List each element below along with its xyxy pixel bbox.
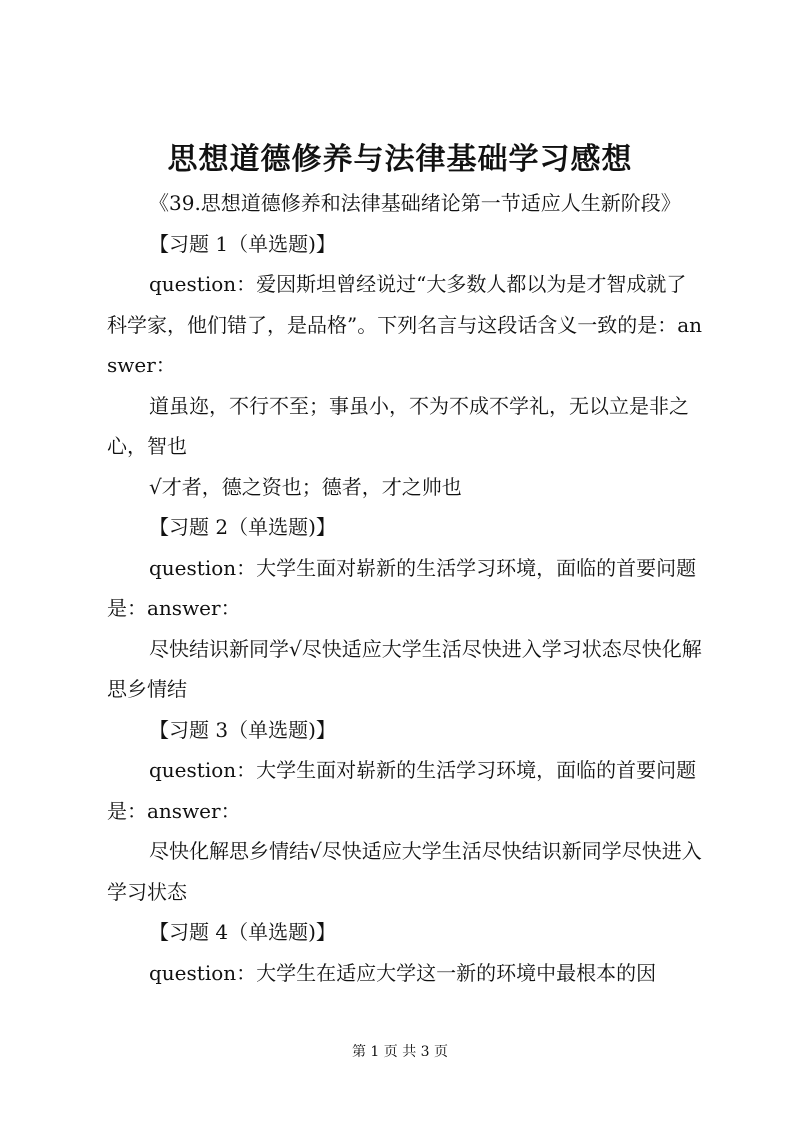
page-number-footer: 第 1 页 共 3 页 <box>351 1044 449 1060</box>
paragraph-exercise-3-question: question：大学生面对崭新的生活学习环境，面临的首要问题是：answer： <box>107 758 697 823</box>
paragraph-section-heading: 《39.思想道德修养和法律基础绪论第一节适应人生新阶段》 <box>149 191 681 215</box>
paragraph-exercise-2-options: 尽快结识新同学√尽快适应大学生活尽快进入学习状态尽快化解思乡情结 <box>107 636 702 701</box>
paragraph-exercise-4-label: 【习题 4（单选题)】 <box>149 920 336 944</box>
paragraph-exercise-1-label: 【习题 1（单选题)】 <box>149 231 336 256</box>
paragraph-exercise-1-answer: √才者，德之资也；德者，才之帅也 <box>149 474 462 499</box>
document-body <box>107 183 703 993</box>
paragraph-exercise-1-options: 道虽迩，不行不至；事虽小，不为不成不学礼，无以立是非之心，智也 <box>107 393 689 458</box>
paragraph-exercise-3-options: 尽快化解思乡情结√尽快适应大学生活尽快结识新同学尽快进入学习状态 <box>107 839 702 904</box>
paragraph-exercise-1-question: question：爱因斯坦曾经说过“大多数人都以为是才智成就了科学家，他们错了，是品格”。下列名言与这段话含义一致的是：answer： <box>107 272 703 377</box>
paragraph-exercise-3-label: 【习题 3（单选题)】 <box>149 717 336 742</box>
document-title: 思想道德修养与法律基础学习感想 <box>167 142 633 177</box>
paragraph-exercise-2-question: question：大学生面对崭新的生活学习环境，面临的首要问题是：answer： <box>107 555 697 620</box>
paragraph-exercise-2-label: 【习题 2（单选题)】 <box>149 515 336 539</box>
paragraph-exercise-4-question: question：大学生在适应大学这一新的环境中最根本的因 <box>149 960 657 985</box>
